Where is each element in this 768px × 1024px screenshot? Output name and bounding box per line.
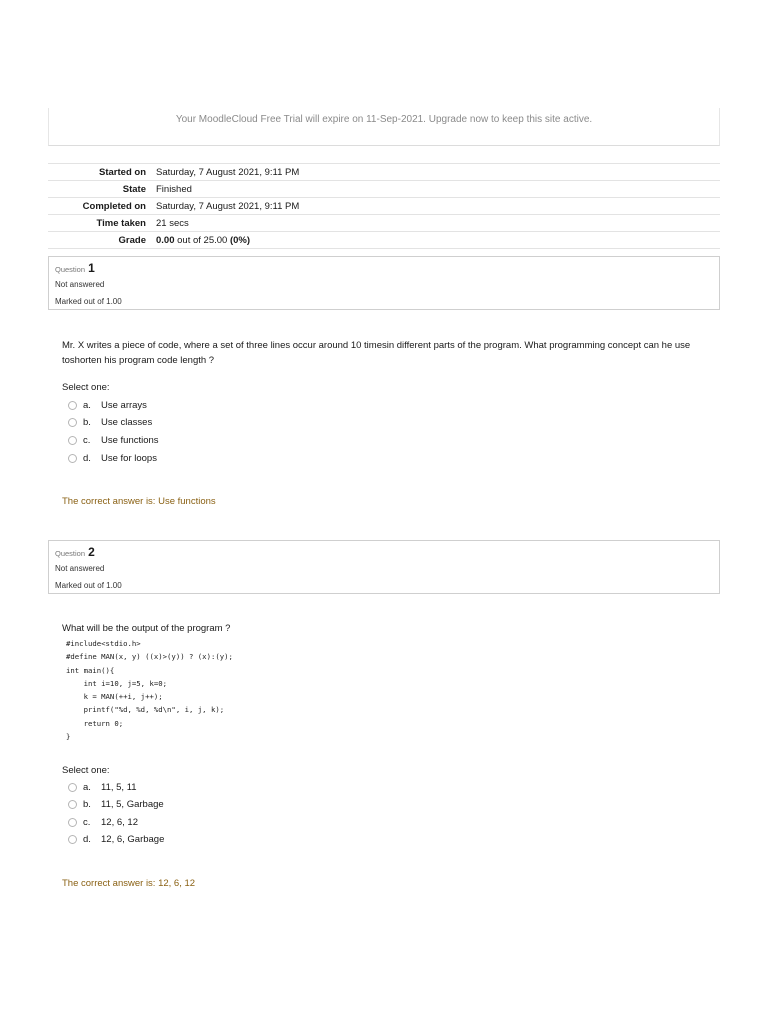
option-letter: b. [83, 416, 91, 428]
question-1-option-d[interactable] [68, 451, 157, 465]
option-text: Use arrays [101, 399, 147, 411]
question-number [55, 545, 95, 559]
option-text: Use classes [101, 416, 153, 428]
summary-value: Saturday, 7 August 2021, 9:11 PM [156, 166, 300, 178]
option-letter: d. [83, 452, 91, 464]
option-text: Use functions [101, 434, 159, 446]
select-one-label: Select one: [62, 765, 110, 776]
question-1-option-a[interactable] [68, 398, 147, 412]
question-number-value: 1 [88, 261, 95, 275]
summary-label: State [122, 183, 146, 195]
radio-button[interactable] [68, 818, 77, 827]
grade-value [156, 232, 720, 249]
option-letter: a. [83, 399, 91, 411]
question-2-option-b[interactable] [68, 797, 164, 811]
summary-row-time-taken [48, 215, 720, 232]
question-state: Not answered [55, 280, 105, 289]
summary-value: 21 secs [156, 217, 189, 229]
option-letter: b. [83, 798, 91, 810]
radio-button[interactable] [68, 800, 77, 809]
radio-button[interactable] [68, 783, 77, 792]
summary-label: Time taken [96, 217, 146, 229]
option-text: 11, 5, 11 [101, 781, 137, 793]
summary-value: Saturday, 7 August 2021, 9:11 PM [156, 200, 300, 212]
question-2-option-a[interactable] [68, 780, 137, 794]
radio-button[interactable] [68, 401, 77, 410]
summary-value: Finished [156, 183, 192, 195]
question-prefix: Question [55, 265, 86, 274]
summary-row-completed [48, 198, 720, 215]
question-2-text: What will be the output of the program ? [62, 623, 231, 634]
summary-row-started [48, 164, 720, 181]
option-text: Use for loops [101, 452, 157, 464]
summary-label: Grade [118, 234, 146, 246]
radio-button[interactable] [68, 436, 77, 445]
question-1-option-c[interactable] [68, 433, 159, 447]
summary-label: Started on [99, 166, 146, 178]
question-2-code: #include<stdio.h> #define MAN(x, y) ((x)>(y)) ? (x):(y); int main(){ int i=10, j=5, k=0; k = MAN(++i, j++); printf("%d, %d, %d\n", i, j, k); return 0; } [66, 639, 233, 742]
trial-banner [48, 108, 720, 146]
summary-row-state [48, 181, 720, 198]
grade-out-of: out of 25.00 [174, 234, 230, 246]
question-prefix: Question [55, 549, 86, 558]
question-1-info [48, 256, 720, 310]
option-letter: d. [83, 833, 91, 845]
question-number [55, 261, 95, 275]
question-marks: Marked out of 1.00 [55, 581, 122, 590]
question-number-value: 2 [88, 545, 95, 559]
grade-score: 0.00 [156, 234, 175, 246]
option-text: 12, 6, 12 [101, 816, 138, 828]
question-1-option-b[interactable] [68, 415, 152, 429]
question-2-info [48, 540, 720, 594]
question-2-option-d[interactable] [68, 832, 164, 846]
option-text: 12, 6, Garbage [101, 833, 165, 845]
grade-percent: (0%) [229, 234, 251, 246]
question-2-option-c[interactable] [68, 815, 138, 829]
option-letter: c. [83, 816, 91, 828]
radio-button[interactable] [68, 454, 77, 463]
summary-row-grade [48, 232, 720, 249]
question-2-correct-answer: The correct answer is: 12, 6, 12 [62, 878, 196, 889]
radio-button[interactable] [68, 418, 77, 427]
option-text: 11, 5, Garbage [101, 798, 164, 810]
question-1-correct-answer: The correct answer is: Use functions [62, 496, 216, 507]
option-letter: a. [83, 781, 91, 793]
attempt-summary-table [48, 163, 720, 249]
radio-button[interactable] [68, 835, 77, 844]
option-letter: c. [83, 434, 91, 446]
question-state: Not answered [55, 564, 105, 573]
question-1-text: Mr. X writes a piece of code, where a set of three lines occur around 10 timesin different parts of the program. What programming concept can he use toshorten his program code length ? [62, 340, 691, 366]
select-one-label: Select one: [62, 382, 110, 393]
question-marks: Marked out of 1.00 [55, 297, 122, 306]
summary-label: Completed on [82, 200, 146, 212]
trial-banner-text: Your MoodleCloud Free Trial will expire on 11-Sep-2021. Upgrade now to keep this site active. [175, 114, 593, 125]
